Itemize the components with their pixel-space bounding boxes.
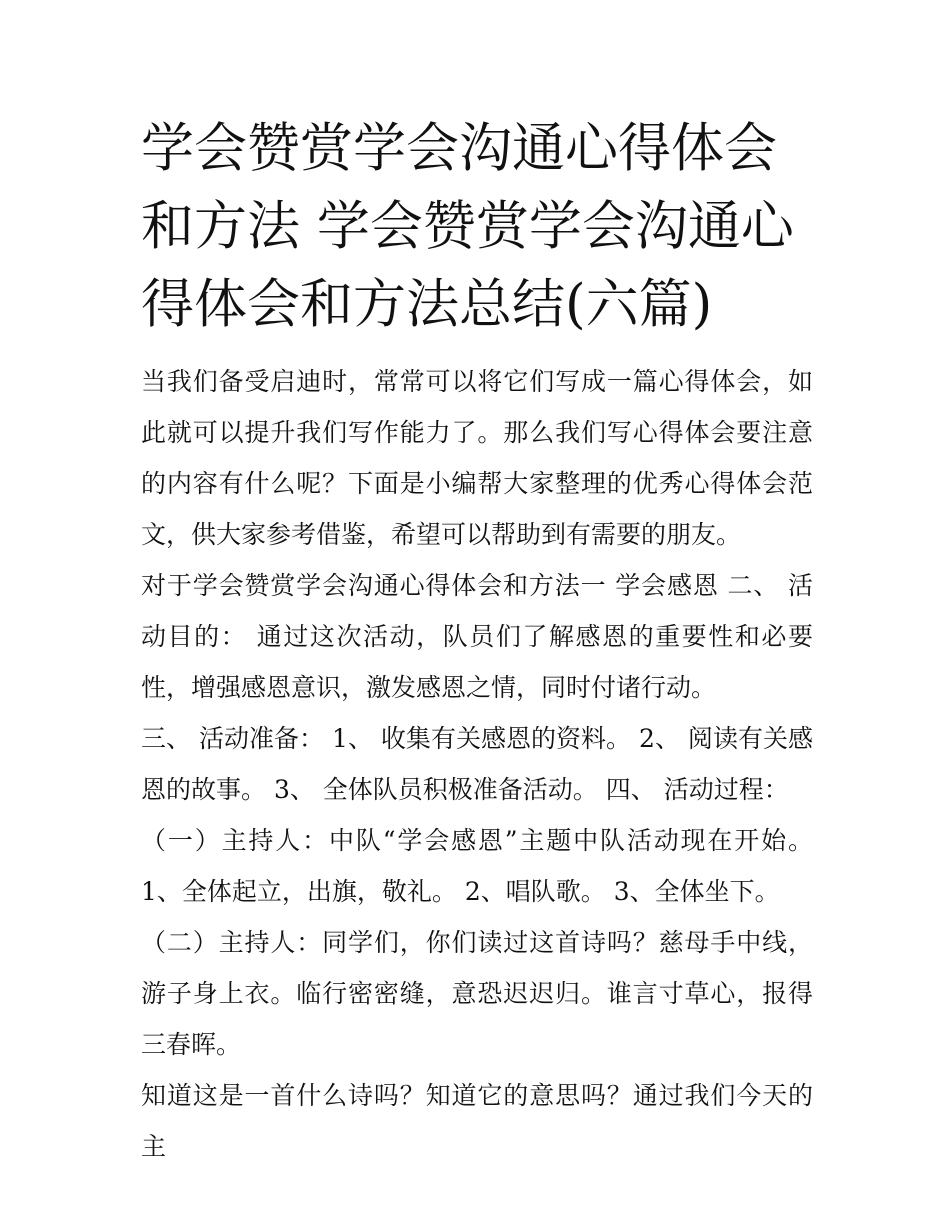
document-body — [141, 110, 813, 1172]
paragraph-activity-goal: 对于学会赞赏学会沟通心得体会和方法一 学会感恩 二、 活动目的： 通过这次活动，队员们了解感恩的重要性和必要性，增强感恩意识，激发感恩之情，同时付诸行动。 — [141, 571, 813, 702]
paragraph-activity-prep: 三、 活动准备： 1、 收集有关感恩的资料。 2、 阅读有关感恩的故事。 3、 全体队员积极准备活动。 四、 活动过程： — [141, 724, 813, 804]
paragraph-host-poem: （二）主持人：同学们，你们读过这首诗吗？慈母手中线，游子身上衣。临行密密缝，意恐迟迟归。谁言寸草心，报得三春晖。 — [141, 928, 813, 1059]
paragraph-question: 知道这是一首什么诗吗？知道它的意思吗？通过我们今天的主 — [141, 1081, 813, 1161]
document-title: 学会赞赏学会沟通心得体会和方法 学会赞赏学会沟通心得体会和方法总结(六篇) — [141, 118, 794, 335]
paragraph-host-opening: （一）主持人：中队“学会感恩”主题中队活动现在开始。 1、全体起立，出旗，敬礼。 2、唱队歌。 3、全体坐下。 — [141, 826, 813, 906]
paragraph-intro: 当我们备受启迪时，常常可以将它们写成一篇心得体会，如此就可以提升我们写作能力了。那么我们写心得体会要注意的内容有什么呢？下面是小编帮大家整理的优秀心得体会范文，供大家参考借鉴，希望可以帮助到有需要的朋友。 — [141, 367, 813, 549]
